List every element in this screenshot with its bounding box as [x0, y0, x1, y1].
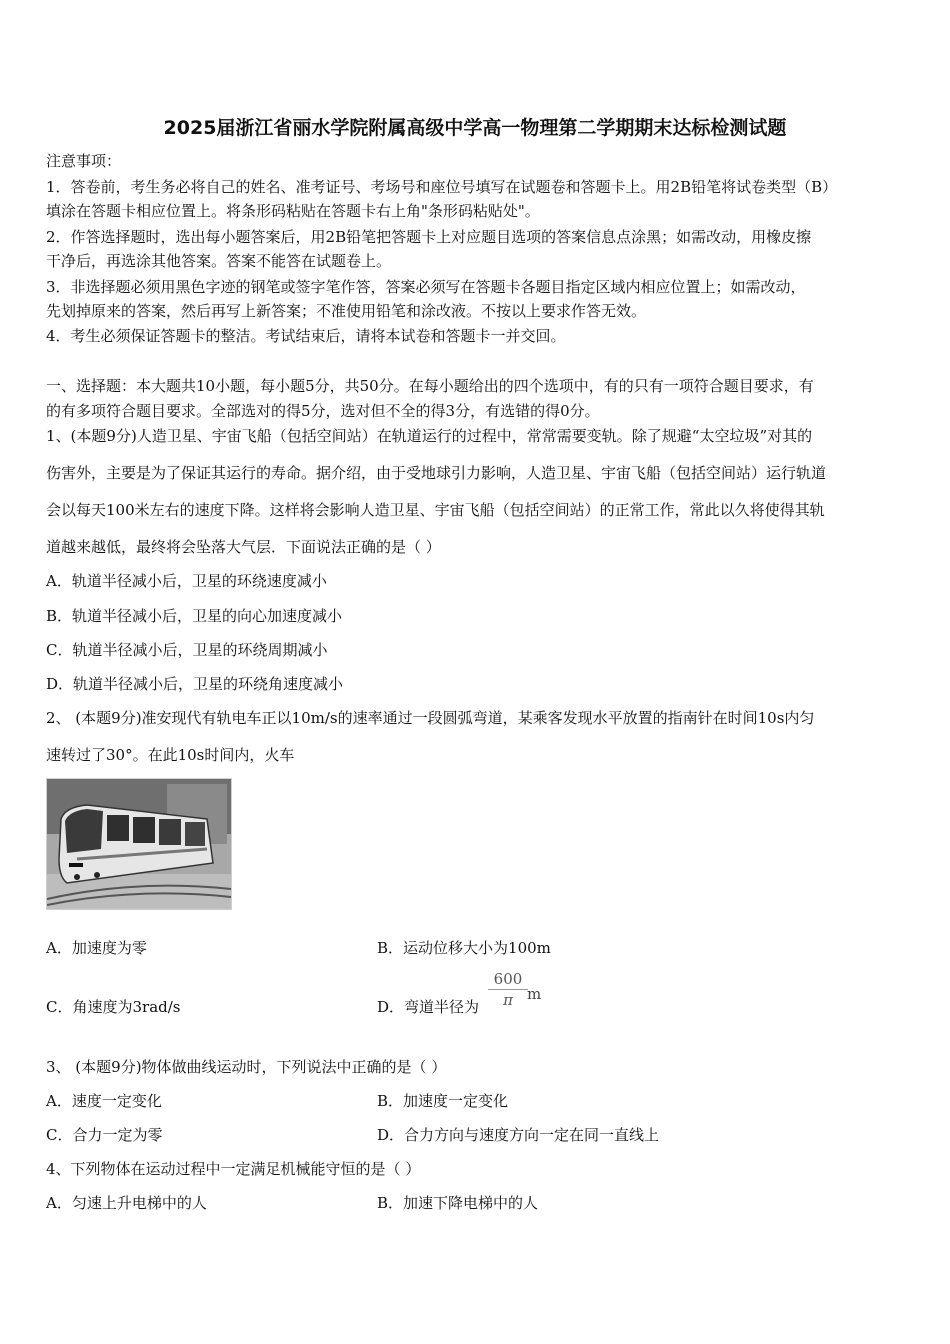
q2-stem: 速转过了30°。在此10s时间内，火车	[46, 746, 295, 764]
q4-stem: 4、下列物体在运动过程中一定满足机械能守恒的是（ ）	[46, 1160, 421, 1178]
notice-line: 先划掉原来的答案，然后再写上新答案；不准使用铅笔和涂改液。不按以上要求作答无效。	[46, 302, 647, 320]
q1-option-c: C．轨道半径减小后，卫星的环绕周期减小	[46, 641, 328, 659]
q4-option-a: A．匀速上升电梯中的人	[46, 1194, 207, 1212]
q3-option-d: D．合力方向与速度方向一定在同一直线上	[377, 1126, 660, 1144]
q2-radius-fraction	[488, 970, 528, 1010]
fraction-denominator: π	[503, 991, 513, 1009]
q2-stem: 2、 (本题9分)准安现代有轨电车正以10m/s的速率通过一段圆弧弯道，某乘客发现水平放置的指南针在时间10s内匀	[46, 709, 815, 727]
q2-radius-unit: m	[527, 985, 542, 1003]
q1-stem: 1、(本题9分)人造卫星、宇宙飞船（包括空间站）在轨道运行的过程中，常常需要变轨。除了规避“太空垃圾”对其的	[46, 427, 813, 445]
notice-line: 填涂在答题卡相应位置上。将条形码粘贴在答题卡右上角"条形码粘贴处"。	[46, 202, 540, 220]
notice-line: 1．答卷前，考生务必将自己的姓名、准考证号、考场号和座位号填写在试题卷和答题卡上。用2B铅笔将试卷类型（B）	[46, 178, 838, 196]
notice-line: 4．考生必须保证答题卡的整洁。考试结束后，请将本试卷和答题卡一并交回。	[46, 327, 566, 345]
q3-option-b: B．加速度一定变化	[377, 1092, 509, 1110]
q3-option-c: C．合力一定为零	[46, 1126, 163, 1144]
q1-option-a: A．轨道半径减小后，卫星的环绕速度减小	[46, 572, 327, 590]
notice-heading: 注意事项：	[46, 152, 122, 170]
q2-option-d: D．弯道半径为	[377, 998, 480, 1016]
q3-option-a: A．速度一定变化	[46, 1092, 162, 1110]
q2-option-a: A．加速度为零	[46, 939, 147, 957]
q1-option-b: B．轨道半径减小后，卫星的向心加速度减小	[46, 607, 343, 625]
section-intro: 的有多项符合题目要求。全部选对的得5分，选对但不全的得3分，有选错的得0分。	[46, 402, 600, 420]
section-intro: 一、选择题：本大题共10小题，每小题5分，共50分。在每小题给出的四个选项中，有的只有一项符合题目要求，有	[46, 377, 814, 395]
page-title: 2025届浙江省丽水学院附属高级中学高一物理第二学期期末达标检测试题	[163, 117, 787, 139]
notice-line: 2．作答选择题时，选出每小题答案后，用2B铅笔把答题卡上对应题目选项的答案信息点涂黑；如需改动，用橡皮擦	[46, 228, 812, 246]
q1-option-d: D．轨道半径减小后，卫星的环绕角速度减小	[46, 675, 344, 693]
q1-stem: 道越来越低，最终将会坠落大气层．下面说法正确的是（ ）	[46, 538, 441, 556]
notice-line: 干净后，再选涂其他答案。答案不能答在试题卷上。	[46, 252, 392, 270]
tram-photo	[46, 778, 232, 910]
q1-stem: 会以每天100米左右的速度下降。这样将会影响人造卫星、宇宙飞船（包括空间站）的正常工作，常此以久将使得其轨	[46, 501, 825, 519]
fraction-numerator: 600	[488, 970, 528, 990]
q2-option-c: C．角速度为3rad/s	[46, 998, 181, 1016]
q3-stem: 3、 (本题9分)物体做曲线运动时，下列说法中正确的是（ ）	[46, 1058, 447, 1076]
q1-stem: 伤害外，主要是为了保证其运行的寿命。据介绍，由于受地球引力影响，人造卫星、宇宙飞船（包括空间站）运行轨道	[46, 464, 827, 482]
notice-line: 3．非选择题必须用黑色字迹的钢笔或签字笔作答，答案必须写在答题卡各题目指定区域内相应位置上；如需改动，	[46, 278, 806, 296]
q4-option-b: B．加速下降电梯中的人	[377, 1194, 539, 1212]
q2-option-b: B．运动位移大小为100m	[377, 939, 551, 957]
